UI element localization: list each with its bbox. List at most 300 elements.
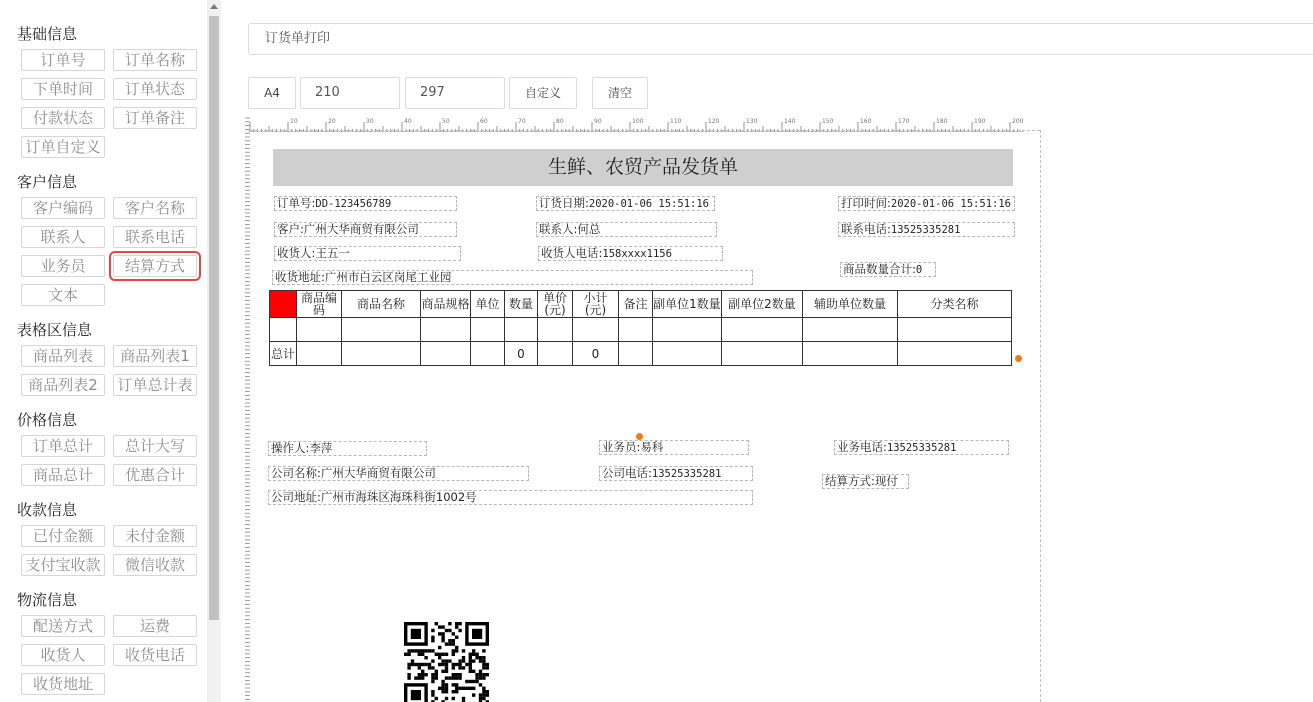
ruler-label: 130 — [746, 118, 758, 125]
contact-value: 何总 — [577, 222, 601, 236]
qr-module — [458, 687, 461, 690]
order-no-value: DD-123456789 — [315, 198, 392, 210]
field-order-no[interactable]: 订单号 — [21, 49, 105, 71]
clear-button[interactable]: 清空 — [592, 77, 648, 109]
qr-module — [441, 683, 444, 686]
qr-module — [441, 659, 444, 662]
field-receiver-phone[interactable]: 收货电话 — [113, 644, 197, 666]
table-cell — [722, 342, 803, 366]
qr-module — [452, 663, 455, 666]
section-title-price: 价格信息 — [17, 411, 78, 429]
doc-receiver-phone[interactable] — [538, 246, 723, 261]
table-cell — [538, 318, 573, 342]
qr-module — [421, 676, 424, 679]
qr-module — [452, 632, 455, 635]
field-payment-status[interactable]: 付款状态 — [21, 107, 105, 129]
qr-module — [441, 670, 444, 673]
field-resize-handle[interactable] — [636, 433, 643, 440]
field-freight[interactable]: 运费 — [113, 615, 197, 637]
field-receiver[interactable]: 收货人 — [21, 644, 105, 666]
qr-module — [472, 649, 475, 652]
qr-module — [465, 687, 468, 690]
qr-finder-pattern — [411, 629, 421, 639]
field-order-status[interactable]: 订单状态 — [113, 78, 197, 100]
qty-total-value: 0 — [915, 264, 923, 276]
qr-module — [418, 676, 421, 679]
doc-receiver[interactable] — [274, 246, 461, 261]
qr-module — [441, 680, 444, 683]
qr-module — [421, 670, 424, 673]
qr-module — [455, 663, 458, 666]
table-cell — [342, 318, 421, 342]
qr-module — [407, 676, 410, 679]
receiver-phone-value: 158xxxx1156 — [602, 248, 672, 260]
section-title-logistics: 物流信息 — [17, 591, 78, 609]
scrollbar-thumb[interactable] — [209, 16, 219, 620]
qr-module — [479, 676, 482, 679]
table-cell — [297, 342, 342, 366]
qr-module — [431, 680, 434, 683]
table-cell — [505, 318, 538, 342]
table-cell — [471, 318, 505, 342]
qr-module — [458, 666, 461, 669]
qr-module — [452, 653, 455, 656]
qr-module — [435, 622, 438, 625]
receiver-phone-label: 收货人电话: — [541, 246, 603, 260]
field-delivery-method[interactable]: 配送方式 — [21, 615, 105, 637]
field-product-list-2[interactable]: 商品列表2 — [21, 374, 105, 396]
qr-module — [404, 653, 407, 656]
table-total-row — [270, 342, 1012, 366]
table-cell — [803, 342, 898, 366]
qr-module — [479, 670, 482, 673]
qr-module — [452, 683, 455, 686]
qr-module — [455, 673, 458, 676]
qr-module — [455, 687, 458, 690]
order-no-label: 订单号: — [277, 196, 316, 210]
custom-size-button[interactable]: 自定义 — [509, 77, 577, 109]
qr-module — [452, 642, 455, 645]
qr-module — [431, 629, 434, 632]
doc-salesman-phone[interactable] — [834, 440, 1009, 455]
qr-module — [455, 690, 458, 693]
doc-company-address[interactable] — [268, 490, 753, 505]
customer-label: 客户: — [277, 222, 304, 236]
qr-module — [418, 666, 421, 669]
qr-module — [414, 676, 417, 679]
document-title[interactable]: 生鲜、农贸产品发货单 — [273, 149, 1013, 186]
field-total-uppercase[interactable]: 总计大写 — [113, 435, 197, 457]
qr-module — [445, 659, 448, 662]
receiver-value: 王五一 — [315, 246, 350, 260]
sidebar-scrollbar[interactable] — [207, 0, 221, 702]
qr-module — [431, 649, 434, 652]
ruler-label: 180 — [936, 118, 948, 125]
field-contact[interactable]: 联系人 — [21, 226, 105, 248]
table-header-row — [270, 291, 1012, 318]
ruler-label: 80 — [556, 118, 564, 125]
field-contact-phone[interactable]: 联系电话 — [113, 226, 197, 248]
receiver-label: 收货人: — [277, 246, 316, 260]
qr-module — [452, 639, 455, 642]
table-cell — [653, 318, 722, 342]
qr-module — [472, 693, 475, 696]
doc-qty-total[interactable] — [840, 262, 936, 277]
field-receiver-address[interactable]: 收货地址 — [21, 673, 105, 695]
qr-module — [407, 666, 410, 669]
doc-order-date[interactable] — [536, 196, 715, 211]
table-cell — [421, 318, 471, 342]
ruler-label: 30 — [366, 118, 374, 125]
qr-module — [458, 663, 461, 666]
ruler-label: 120 — [708, 118, 720, 125]
field-alipay[interactable]: 支付宝收款 — [21, 554, 105, 576]
contact-phone-value: 13525335281 — [890, 224, 961, 236]
vertical-ruler — [242, 116, 250, 702]
table-header-cell: 分类名称 — [898, 291, 1012, 318]
paper-width-input[interactable]: 210 — [300, 77, 400, 109]
qr-module — [486, 690, 489, 693]
section-title-table: 表格区信息 — [17, 321, 93, 339]
qr-module — [418, 653, 421, 656]
field-product-list[interactable]: 商品列表 — [21, 345, 105, 367]
qr-module — [458, 629, 461, 632]
qr-module — [435, 673, 438, 676]
qr-module — [479, 697, 482, 700]
company-address-value: 广州市海珠区海珠科街1002号 — [320, 490, 477, 504]
qr-module — [482, 663, 485, 666]
company-name-label: 公司名称: — [271, 466, 321, 480]
qr-module — [472, 653, 475, 656]
ruler-label: 50 — [442, 118, 450, 125]
field-order-name[interactable]: 订单名称 — [113, 49, 197, 71]
qr-module — [469, 666, 472, 669]
table-cell — [270, 318, 297, 342]
qr-module — [435, 697, 438, 700]
qr-module — [445, 687, 448, 690]
field-unpaid-amount[interactable]: 未付金额 — [113, 525, 197, 547]
qr-module — [435, 653, 438, 656]
qr-module — [411, 663, 414, 666]
company-name-value: 广州大华商贸有限公司 — [320, 466, 436, 480]
qr-module — [445, 683, 448, 686]
qr-module — [455, 636, 458, 639]
qr-module — [486, 663, 489, 666]
qr-module — [431, 676, 434, 679]
qr-module — [452, 649, 455, 652]
company-phone-value: 13525335281 — [651, 468, 722, 480]
table-cell — [297, 318, 342, 342]
qr-module — [407, 653, 410, 656]
qr-module — [445, 697, 448, 700]
operator-label: 操作人: — [271, 441, 310, 455]
qr-module — [407, 649, 410, 652]
qr-module — [469, 680, 472, 683]
paper-top-edge — [250, 130, 1040, 131]
table-cell — [619, 318, 653, 342]
qr-module — [469, 670, 472, 673]
qr-module — [435, 670, 438, 673]
contact-phone-label: 联系电话: — [841, 222, 891, 236]
table-cell — [342, 342, 421, 366]
qr-module — [441, 639, 444, 642]
qr-module — [448, 676, 451, 679]
qr-module — [411, 659, 414, 662]
table-header-cell: 副单位1数量 — [653, 291, 722, 318]
table-cell — [722, 318, 803, 342]
qr-module — [482, 666, 485, 669]
print-time-label: 打印时间: — [841, 196, 891, 210]
qr-module — [418, 663, 421, 666]
ruler-label: 160 — [860, 118, 872, 125]
qr-module — [438, 625, 441, 628]
qr-module — [445, 642, 448, 645]
ruler-label: 140 — [784, 118, 796, 125]
qr-module — [438, 656, 441, 659]
qr-module — [482, 659, 485, 662]
field-product-list-1[interactable]: 商品列表1 — [113, 345, 197, 367]
qr-module — [445, 690, 448, 693]
field-order-total-table[interactable]: 订单总计表 — [113, 374, 197, 396]
address-value: 广州市白云区岗尾工业园 — [324, 270, 452, 284]
qr-module — [462, 666, 465, 669]
ruler-label: 170 — [898, 118, 910, 125]
ruler-label: 60 — [480, 118, 488, 125]
qr-module — [441, 687, 444, 690]
qr-module — [452, 666, 455, 669]
ruler-label: 190 — [974, 118, 986, 125]
qr-code-image[interactable] — [404, 622, 492, 702]
table-cell — [803, 318, 898, 342]
qr-module — [458, 673, 461, 676]
field-customer-code[interactable]: 客户编码 — [21, 197, 105, 219]
qr-module — [462, 687, 465, 690]
qr-module — [431, 666, 434, 669]
qr-module — [469, 653, 472, 656]
qr-module — [482, 676, 485, 679]
table-resize-handle[interactable] — [1015, 355, 1022, 362]
qr-module — [414, 649, 417, 652]
table-cell: 总计 — [270, 342, 297, 366]
field-customer-name[interactable]: 客户名称 — [113, 197, 197, 219]
qr-module — [455, 622, 458, 625]
doc-print-time[interactable] — [838, 196, 1015, 211]
qr-module — [438, 687, 441, 690]
qr-module — [431, 659, 434, 662]
qr-module — [469, 659, 472, 662]
salesman-value: 易科 — [640, 440, 664, 454]
qr-module — [445, 666, 448, 669]
qr-module — [469, 663, 472, 666]
paper-a4-button[interactable]: A4 — [248, 77, 296, 109]
qr-module — [479, 659, 482, 662]
qr-module — [431, 693, 434, 696]
qr-module — [465, 680, 468, 683]
qr-module — [438, 646, 441, 649]
settlement-label: 结算方式: — [825, 474, 875, 488]
qr-module — [462, 656, 465, 659]
qr-module — [441, 632, 444, 635]
field-discount-total[interactable]: 优惠合计 — [113, 464, 197, 486]
ruler-label: 90 — [594, 118, 602, 125]
qr-module — [445, 629, 448, 632]
order-date-value: 2020-01-06 15:51:16 — [588, 198, 709, 210]
qr-module — [448, 659, 451, 662]
qr-module — [479, 656, 482, 659]
qr-module — [452, 697, 455, 700]
qr-module — [482, 687, 485, 690]
qr-module — [458, 659, 461, 662]
table-row — [270, 318, 1012, 342]
qr-module — [486, 666, 489, 669]
field-wechat-pay[interactable]: 微信收款 — [113, 554, 197, 576]
table-header-cell: 商品编码 — [297, 291, 342, 318]
qr-module — [458, 676, 461, 679]
qr-module — [486, 673, 489, 676]
doc-contact[interactable] — [536, 222, 717, 237]
address-label: 收货地址: — [275, 270, 325, 284]
table-header-cell: 副单位2数量 — [722, 291, 803, 318]
table-header-cell: 商品规格 — [421, 291, 471, 318]
paper-height-input[interactable]: 297 — [405, 77, 505, 109]
field-order-time[interactable]: 下单时间 — [21, 78, 105, 100]
company-phone-label: 公司电话: — [602, 466, 652, 480]
qr-module — [469, 656, 472, 659]
qr-module — [421, 663, 424, 666]
qr-module — [441, 653, 444, 656]
qr-module — [421, 649, 424, 652]
qr-module — [458, 622, 461, 625]
ruler-label: 100 — [632, 118, 644, 125]
qr-module — [438, 653, 441, 656]
field-paid-amount[interactable]: 已付金额 — [21, 525, 105, 547]
table-header-marker[interactable] — [270, 291, 297, 318]
qr-module — [441, 636, 444, 639]
field-order-remark[interactable]: 订单备注 — [113, 107, 197, 129]
qr-module — [438, 632, 441, 635]
qr-module — [448, 622, 451, 625]
product-table[interactable] — [269, 290, 1012, 366]
ruler-label: 40 — [404, 118, 412, 125]
ruler-label: 70 — [518, 118, 526, 125]
table-cell — [898, 318, 1012, 342]
qr-module — [479, 673, 482, 676]
ruler-label: 200 — [1012, 118, 1024, 125]
field-salesman[interactable]: 业务员 — [21, 255, 105, 277]
table-header-cell: 辅助单位数量 — [803, 291, 898, 318]
table-cell — [538, 342, 573, 366]
qr-module — [411, 649, 414, 652]
qr-module — [482, 649, 485, 652]
qr-module — [424, 656, 427, 659]
qr-module — [448, 642, 451, 645]
qty-total-label: 商品数量合计: — [843, 262, 916, 276]
qr-module — [431, 639, 434, 642]
order-date-label: 订货日期: — [539, 196, 589, 210]
qr-module — [475, 676, 478, 679]
qr-module — [431, 636, 434, 639]
qr-module — [424, 673, 427, 676]
qr-module — [414, 663, 417, 666]
qr-module — [448, 639, 451, 642]
ruler-label: 10 — [290, 118, 298, 125]
qr-module — [475, 673, 478, 676]
qr-module — [428, 663, 431, 666]
qr-module — [462, 649, 465, 652]
salesman-phone-value: 13525335281 — [886, 442, 957, 454]
field-product-total[interactable]: 商品总计 — [21, 464, 105, 486]
qr-module — [472, 680, 475, 683]
qr-module — [428, 666, 431, 669]
doc-order-no[interactable] — [274, 196, 457, 211]
settlement-value: 现付 — [874, 474, 898, 488]
scroll-up-arrow-icon[interactable] — [210, 4, 218, 9]
doc-company-phone[interactable] — [599, 466, 753, 481]
qr-module — [445, 676, 448, 679]
table-cell — [619, 342, 653, 366]
qr-module — [455, 646, 458, 649]
doc-company-name[interactable] — [268, 466, 529, 481]
qr-module — [452, 673, 455, 676]
table-cell — [653, 342, 722, 366]
qr-module — [486, 693, 489, 696]
qr-module — [482, 656, 485, 659]
section-title-basic: 基础信息 — [17, 25, 78, 43]
qr-module — [445, 653, 448, 656]
table-header-cell: 商品名称 — [342, 291, 421, 318]
qr-module — [482, 690, 485, 693]
qr-module — [421, 673, 424, 676]
operator-value: 李萍 — [309, 441, 333, 455]
qr-module — [462, 697, 465, 700]
table-header-cell: 单价(元) — [538, 291, 573, 318]
print-time-value: 2020-01-06 15:51:16 — [890, 198, 1011, 210]
qr-module — [418, 673, 421, 676]
table-header-cell: 备注 — [619, 291, 653, 318]
table-cell — [421, 342, 471, 366]
field-settlement-method[interactable]: 结算方式 — [113, 255, 197, 277]
doc-salesman[interactable] — [599, 440, 749, 455]
ruler-label: 20 — [328, 118, 336, 125]
qr-module — [428, 649, 431, 652]
company-address-label: 公司地址: — [271, 490, 321, 504]
qr-module — [462, 659, 465, 662]
qr-module — [445, 670, 448, 673]
template-title-input[interactable]: 订货单打印 — [248, 23, 1313, 55]
qr-module — [418, 649, 421, 652]
table-cell: 0 — [573, 342, 619, 366]
qr-module — [455, 683, 458, 686]
doc-address[interactable] — [272, 270, 753, 285]
qr-module — [407, 663, 410, 666]
qr-finder-pattern — [411, 690, 421, 700]
field-text[interactable]: 文本 — [21, 284, 105, 306]
qr-module — [472, 687, 475, 690]
doc-operator[interactable] — [268, 441, 427, 456]
table-cell: 0 — [505, 342, 538, 366]
qr-module — [482, 697, 485, 700]
field-order-custom[interactable]: 订单自定义 — [21, 136, 105, 158]
doc-customer[interactable] — [274, 222, 457, 237]
doc-settlement[interactable] — [822, 474, 909, 489]
field-order-total[interactable]: 订单总计 — [21, 435, 105, 457]
doc-contact-phone[interactable] — [838, 222, 1015, 237]
qr-module — [475, 653, 478, 656]
qr-module — [445, 663, 448, 666]
table-header-cell: 数量 — [505, 291, 538, 318]
table-header-cell: 小计(元) — [573, 291, 619, 318]
qr-module — [441, 625, 444, 628]
